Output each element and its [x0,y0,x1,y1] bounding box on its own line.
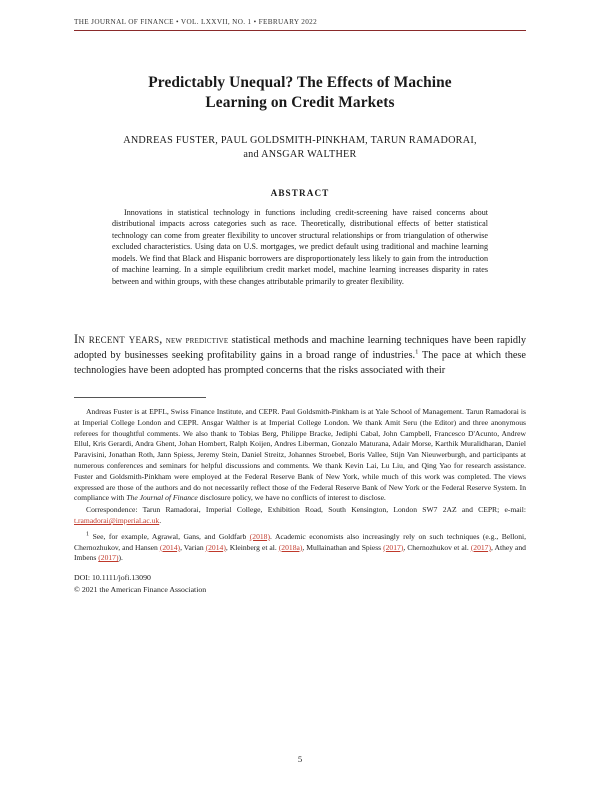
header-rule [74,30,526,31]
email-link[interactable]: t.ramadorai@imperial.ac.uk [74,515,160,525]
affiliation-text: Andreas Fuster is at EPFL, Swiss Finance Institute, and CEPR. Paul Goldsmith-Pinkham is at Yale School of Management. Tarun Ramadorai is at Imperial College London and CEPR. Ansgar Walther is at Imperial College London. We thank Amit Seru (the Editor) and three anonymous referees for thoughtful comments. We also thank to Tobias Berg, Philippe Bracke, Jediphi Cabal, John Campbell, Francesco D'Acunto, Andrew Ellul, Kris Gerardi, Andra Ghent, Johan Hombert, Ralph Koijen, Andres Liberman, Gonzalo Maturana, Adair Morse, Karthik Muralidharan, Daniel Paravisini, Jonathan Roth, Jann Spiess, Jeremy Stein, Daniel Streitz, Johannes Stroebel, Boris Vallee, Stijn Van Nieuwerburgh, and participants at numerous conferences and seminars for helpful discussions and comments. We thank Kevin Lai, Lu Liu, and Qing Yao for research assistance. Fuster and Goldsmith-Pinkham were employed at the Federal Reserve Bank of New York, while much of this work was completed. The views expressed are those of the authors and do not necessarily reflect those of the Federal Reserve Bank of New York or the Federal Reserve System. In compliance with [74,407,526,503]
footnote-1-mark: 1 [86,530,90,538]
citation-link-athey[interactable]: (2017) [98,553,119,563]
author-line-2: and ANSGAR WALTHER [243,149,357,161]
footnote-1-h: ). [118,553,123,563]
citation-link-chernozhukov[interactable]: (2017) [470,542,492,552]
body-smallcaps-continuation: new predictive [165,335,229,347]
footnote-1 [74,532,526,564]
correspondence-text: Correspondence: Tarun Ramadorai, Imperial College, Exhibition Road, South Kensington, London SW7 2AZ and CEPR; e-mail: [86,505,526,515]
copyright-text: © 2021 the American Finance Association [74,584,207,594]
journal-name: The Journal of Finance [126,493,198,503]
title-line-1: Predictably Unequal? The Effects of Machine [148,74,452,91]
author-line-1: ANDREAS FUSTER, PAUL GOLDSMITH-PINKHAM, TARUN RAMADORAI, [123,135,477,147]
author-list [92,134,508,162]
citation-link-kleinberg[interactable]: (2018a) [278,542,303,552]
footnote-1-a: See, for example, Agrawal, Gans, and Goldfarb [89,531,250,541]
page-number: 5 [297,754,303,764]
footnote-1-c: , Varian [180,542,206,552]
citation-link-belloni[interactable]: (2014) [159,542,181,552]
footnote-ref-1[interactable]: 1 [415,348,419,356]
running-head: THE JOURNAL OF FINANCE • VOL. LXXVII, NO. 1 • FEBRUARY 2022 [74,18,318,26]
body-text-a: statistical methods and machine learning techniques have been rapidly adopted by businesses seeking profitability gains in a broad range of industries. [74,335,526,362]
abstract-heading: ABSTRACT [270,187,330,198]
page-title [86,73,514,112]
footnote-1-g: , Athey and Imbens [74,542,526,563]
affiliation-tail: disclosure policy, we have no conflicts of interest to disclose. [197,493,386,503]
footnote-separator [74,397,206,398]
citation-link-mullainathan[interactable]: (2017) [383,542,404,552]
title-line-2: Learning on Credit Markets [205,93,395,111]
footnote-1-b: . Academic economists also increasingly rely on such techniques (e.g., Belloni, Chernozhukov, and Hansen [74,531,527,552]
footnote-1-d: , Kleinberg et al. [225,542,279,552]
body-paragraph [74,331,526,379]
correspondence-period: . [159,515,162,525]
abstract-text: Innovations in statistical technology in functions including credit-screening have raised concerns about distributional impacts across categories such as race. Theoretically, distributional effects of better statistical technology can come from greater flexibility to uncover structural relationships or from triangulation of otherwise excluded characteristics. Using data on U.S. mortgages, we predict default using traditional and machine learning models. We find that Black and Hispanic borrowers are disproportionately less likely to gain from the introduction of machine learning. In a simple equilibrium credit market model, machine learning increases disparity in rates between and within groups, with these changes attributable primarily to greater flexibility. [112,207,488,286]
footnote-block [74,407,526,595]
footnote-affiliation [74,407,526,504]
body-text-b: The pace at which these technologies have been adopted has prompted concerns that the risks associated with their [74,350,526,377]
body-opening-words: In recent years, [74,332,163,347]
footnote-correspondence [74,505,526,527]
citation-link-varian[interactable]: (2014) [205,542,226,552]
footnote-1-e: , Mullainathan and Spiess [302,542,384,552]
doi-text: DOI: 10.1111/jofi.13090 [74,573,151,583]
footnote-1-f: , Chernozhukov et al. [403,542,471,552]
citation-link-agrawal[interactable]: (2018) [249,531,271,541]
